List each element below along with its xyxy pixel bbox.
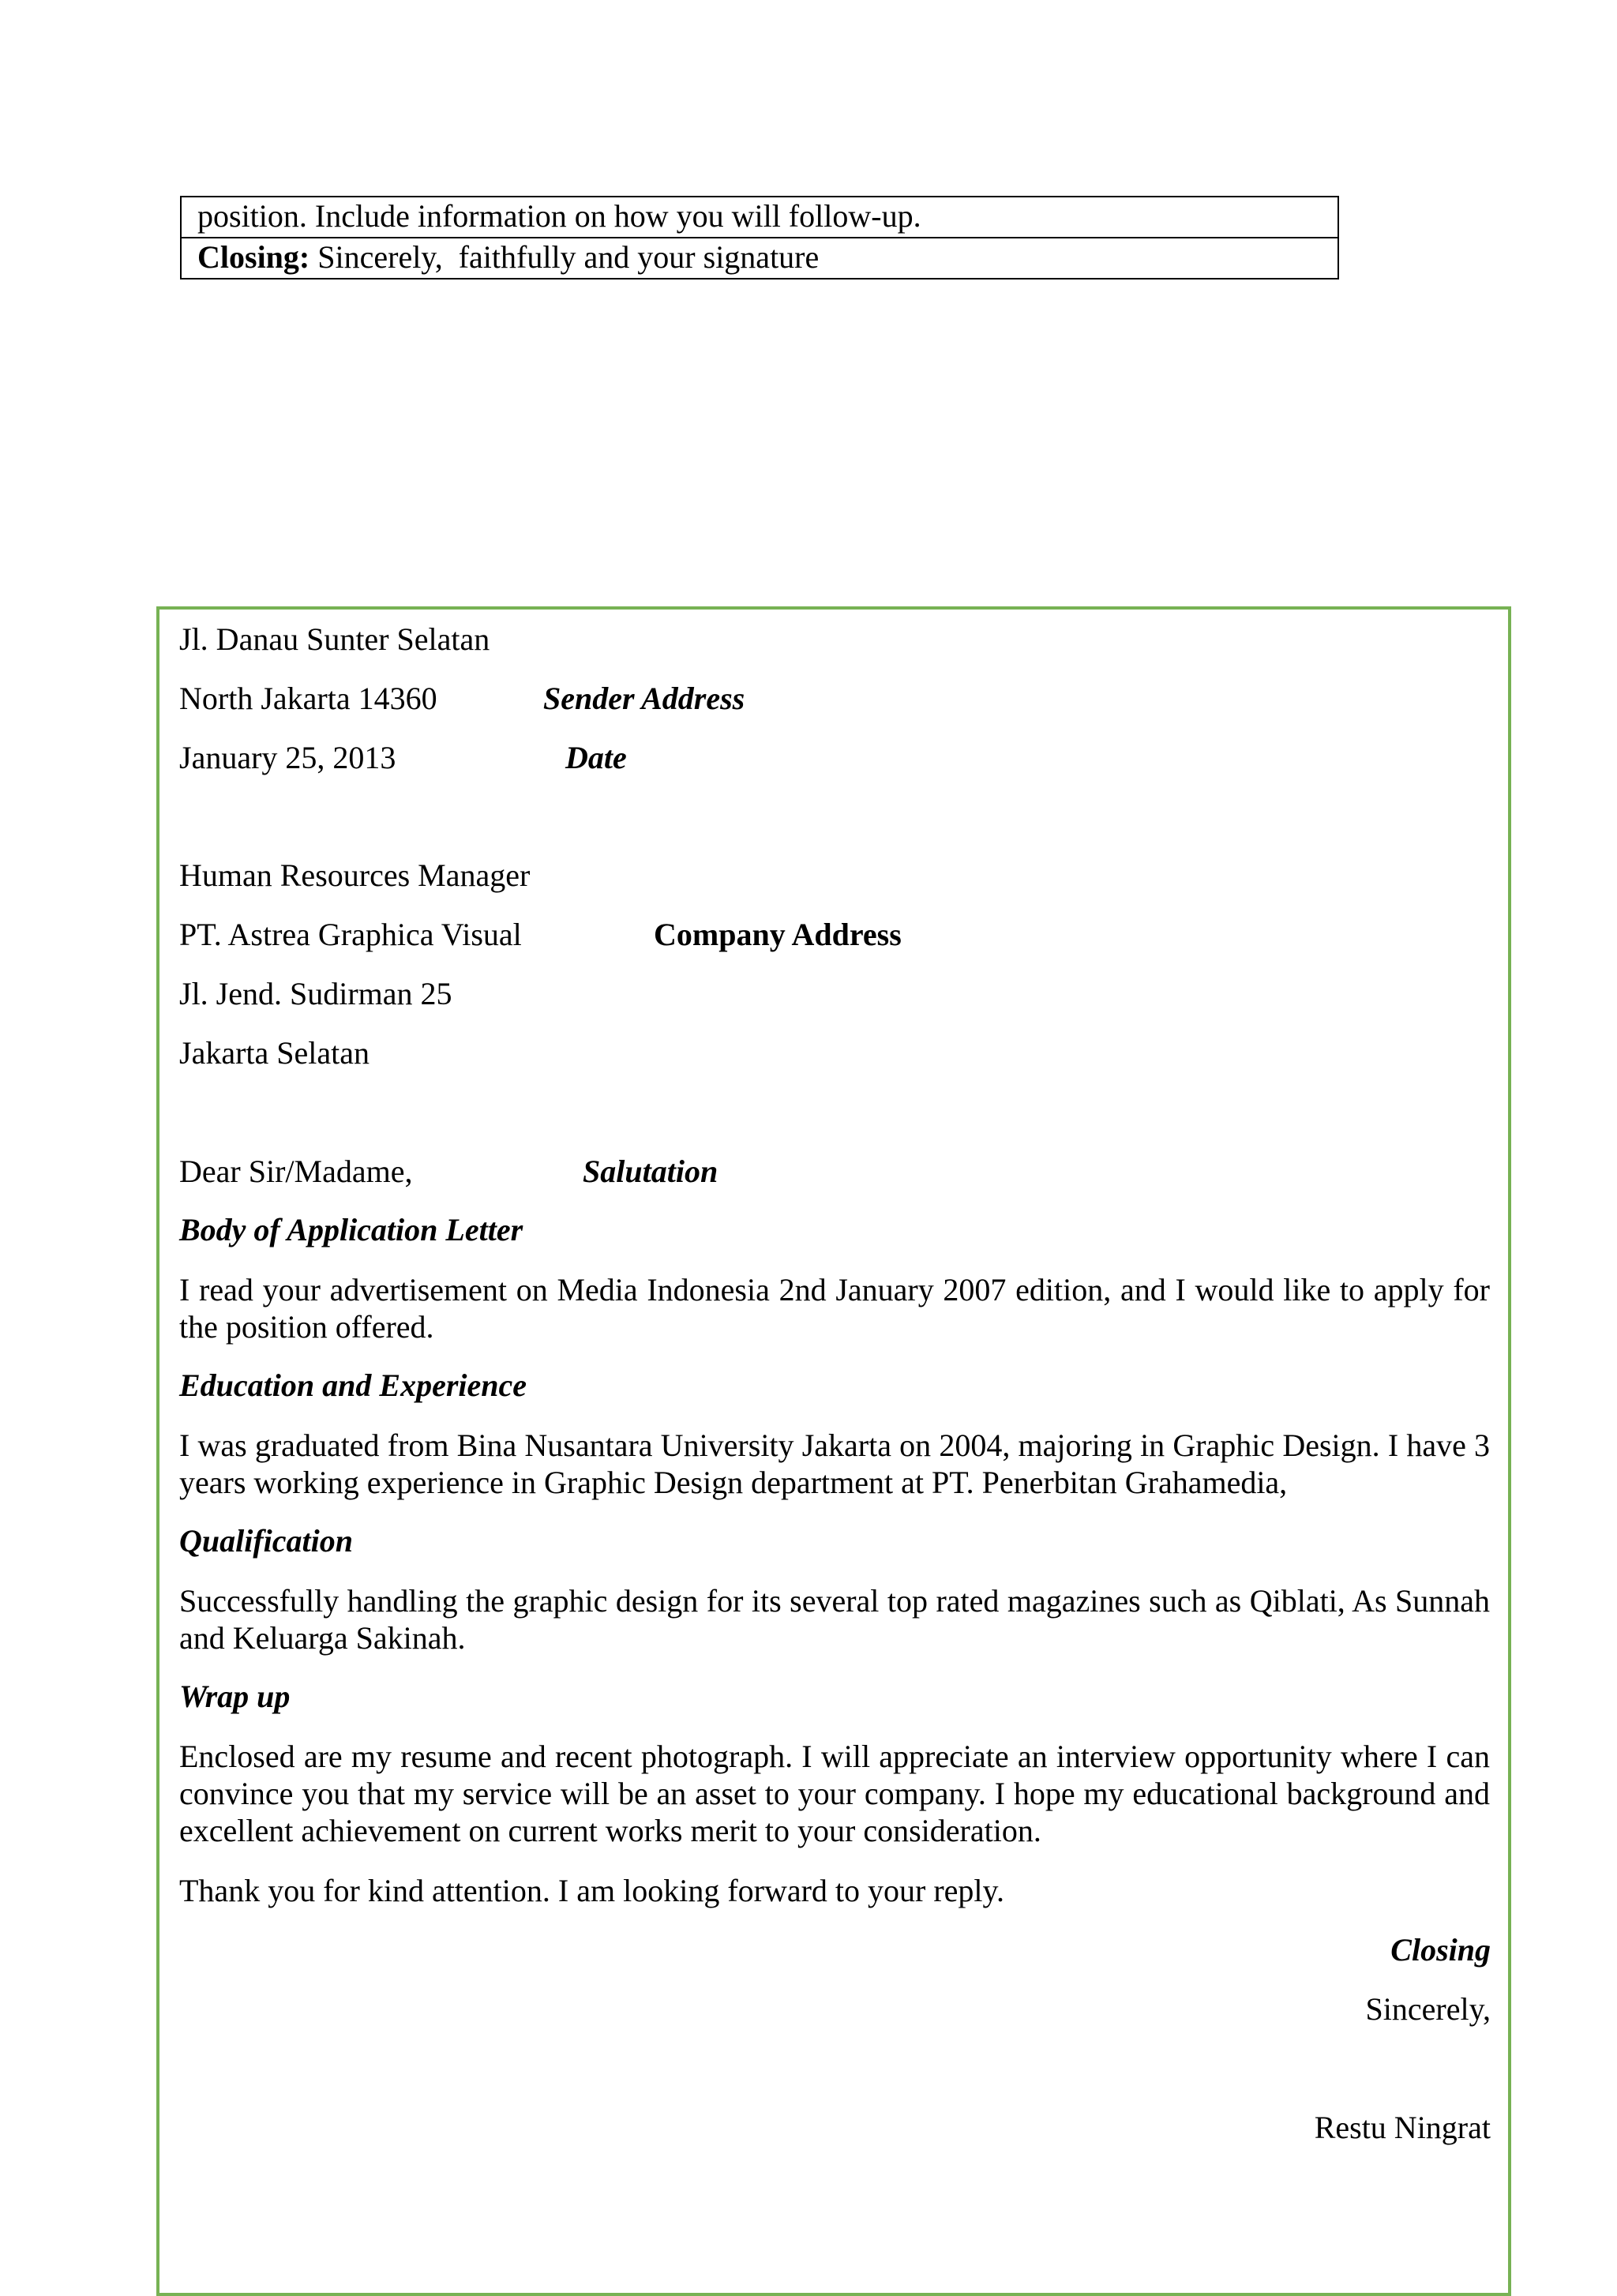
guide-table [180, 196, 1339, 279]
company-address-line-1: Human Resources Manager [179, 857, 531, 893]
closing-label: Closing: [197, 239, 310, 275]
thanks-paragraph: Thank you for kind attention. I am looking forward to your reply. [179, 1873, 1004, 1908]
company-address-line-2: PT. Astrea Graphica Visual [179, 917, 522, 952]
closing-description: Sincerely, faithfully and your signature [310, 239, 820, 275]
sender-address-line-1: Jl. Danau Sunter Selatan [179, 621, 490, 657]
salutation-tag: Salutation [583, 1154, 718, 1189]
guide-table-row [181, 197, 1338, 238]
guide-table-cell [181, 238, 1338, 279]
guide-table-cell: position. Include information on how you will follow-up. [181, 197, 1338, 238]
company-address-tag: Company Address [654, 917, 902, 952]
wrapup-paragraph: Enclosed are my resume and recent photograph. I will appreciate an interview opportunity where I can convince you that my service will be an asset to your company. I hope my educational background and excellent achievement on current works merit to your consideration. [179, 1739, 1490, 1848]
sender-address-tag: Sender Address [543, 681, 745, 716]
signature-name: Restu Ningrat [1314, 2110, 1491, 2145]
closing-text: Sincerely, [1365, 1991, 1491, 2027]
salutation: Dear Sir/Madame, [179, 1154, 413, 1189]
company-address-line-3: Jl. Jend. Sudirman 25 [179, 976, 452, 1011]
qualification-paragraph: Successfully handling the graphic design for its several top rated magazines such as Qiblati, As Sunnah and Keluarga Sakinah. [179, 1583, 1490, 1656]
company-address-line-4: Jakarta Selatan [179, 1035, 370, 1071]
wrapup-heading: Wrap up [179, 1679, 291, 1714]
date-tag: Date [565, 740, 627, 775]
body-heading: Body of Application Letter [179, 1212, 523, 1247]
sender-address-line-2: North Jakarta 14360 [179, 681, 437, 716]
education-heading: Education and Experience [179, 1367, 527, 1403]
closing-tag: Closing [1390, 1932, 1491, 1968]
education-paragraph: I was graduated from Bina Nusantara University Jakarta on 2004, majoring in Graphic Design. I have 3 years working experience in Graphic Design department at PT. Penerbitan Grahamedia, [179, 1427, 1490, 1500]
guide-table-row [181, 238, 1338, 279]
letter-date: January 25, 2013 [179, 740, 396, 775]
body-paragraph: I read your advertisement on Media Indonesia 2nd January 2007 edition, and I would like to apply for the position offered. [179, 1272, 1490, 1345]
qualification-heading: Qualification [179, 1523, 354, 1559]
